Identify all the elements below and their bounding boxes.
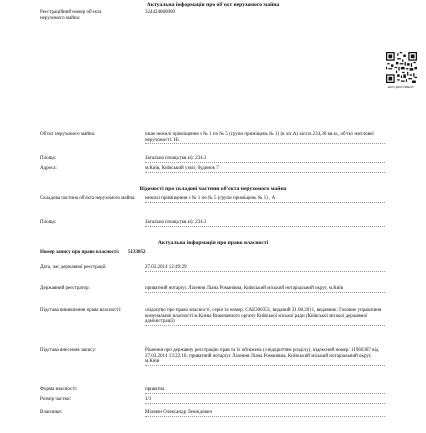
ownership-basis-value: свідоцтво про право власності, серія та номер: САЕ300351, виданий 31.08.2011, видавник: Головне управління комунальної власності м.Києва Виконавчого органу Київської міської ради (Київської міської державної адміністрації) xyxy=(145,308,385,326)
owners-label: Власники: xyxy=(40,410,63,415)
registration-date-label: Дата, час державної реєстрації: xyxy=(40,265,107,270)
registrar-value: приватний нотаріус Лілення Ліана Романівна, Київський міський нотаріальний округ, м.Київ xyxy=(145,286,385,293)
part-label: Складова частина об'єкта нерухомого майна: xyxy=(40,196,136,201)
part-area-value: Загальна площа (кв.м): 234.3 xyxy=(145,220,385,227)
qr-code-block xyxy=(383,52,419,98)
document-title: Актуальна інформація про об'єкт нерухомого майна xyxy=(146,2,280,8)
object-area-label: Площа: xyxy=(40,156,57,161)
record-number-label: Номер запису про право власності: xyxy=(40,250,120,255)
entry-basis-label: Підстава внесення запису: xyxy=(40,348,97,353)
registrar-label: Державний реєстратор: xyxy=(40,286,90,291)
part-area-label: Площа: xyxy=(40,220,57,225)
part-value: нежилі приміщення з № 1 по № 5 (групи приміщень № 1) , А xyxy=(145,196,385,203)
reg-number-value: 324424880000 xyxy=(145,10,175,15)
object-address-label: Адреса: xyxy=(40,166,57,171)
ownership-form-label: Форма власності: xyxy=(40,387,78,392)
object-type-label: Об'єкт нерухомого майна: xyxy=(40,132,96,137)
object-type-value: інше нежилі приміщення з № 1 по № 5 (групи приміщень № 1) (в літ.А) заг.пл.234,30 кв.м., об'єкт житлової нерухомості: Ні xyxy=(145,132,385,144)
share-size-label: Розмір частки: xyxy=(40,397,71,402)
qr-caption: ЕКП-ДОКУМЕНТ xyxy=(388,85,414,89)
registration-date-value: 27.03.2014 12:49:29 xyxy=(145,265,385,272)
share-size-value: 1/1 xyxy=(145,397,385,404)
qr-code-icon xyxy=(386,52,417,83)
parts-section-title: Відомості про складові частини об'єкта нерухомого майна xyxy=(139,186,287,192)
record-number-value: 5133052 xyxy=(128,250,146,255)
ownership-section-title: Актуальна інформація про право власності xyxy=(157,240,269,246)
owners-value: Мілевін Олександр Леонідович xyxy=(145,410,385,417)
object-address-value: м.Київ, Київський узвіз, будинок 7 xyxy=(145,166,385,173)
entry-basis-value: Рішення про державну реєстрацію прав та їх обтяжень (з відкриттям розділу), індексний номер: 11966307 від 27.03.2014 13:22:18, приватний нотаріус Лілення Ліана Романівна, Київський міський нотаріальний округ, м.Київ xyxy=(145,348,385,366)
ownership-form-value: приватна xyxy=(145,387,385,394)
ownership-basis-label: Підстава виникнення права власності: xyxy=(40,308,122,313)
reg-number-label: Реєстраційний номер об'єкта нерухомого майна: xyxy=(40,10,102,21)
object-area-value: Загальна площа (кв.м): 234.3 xyxy=(145,156,385,163)
